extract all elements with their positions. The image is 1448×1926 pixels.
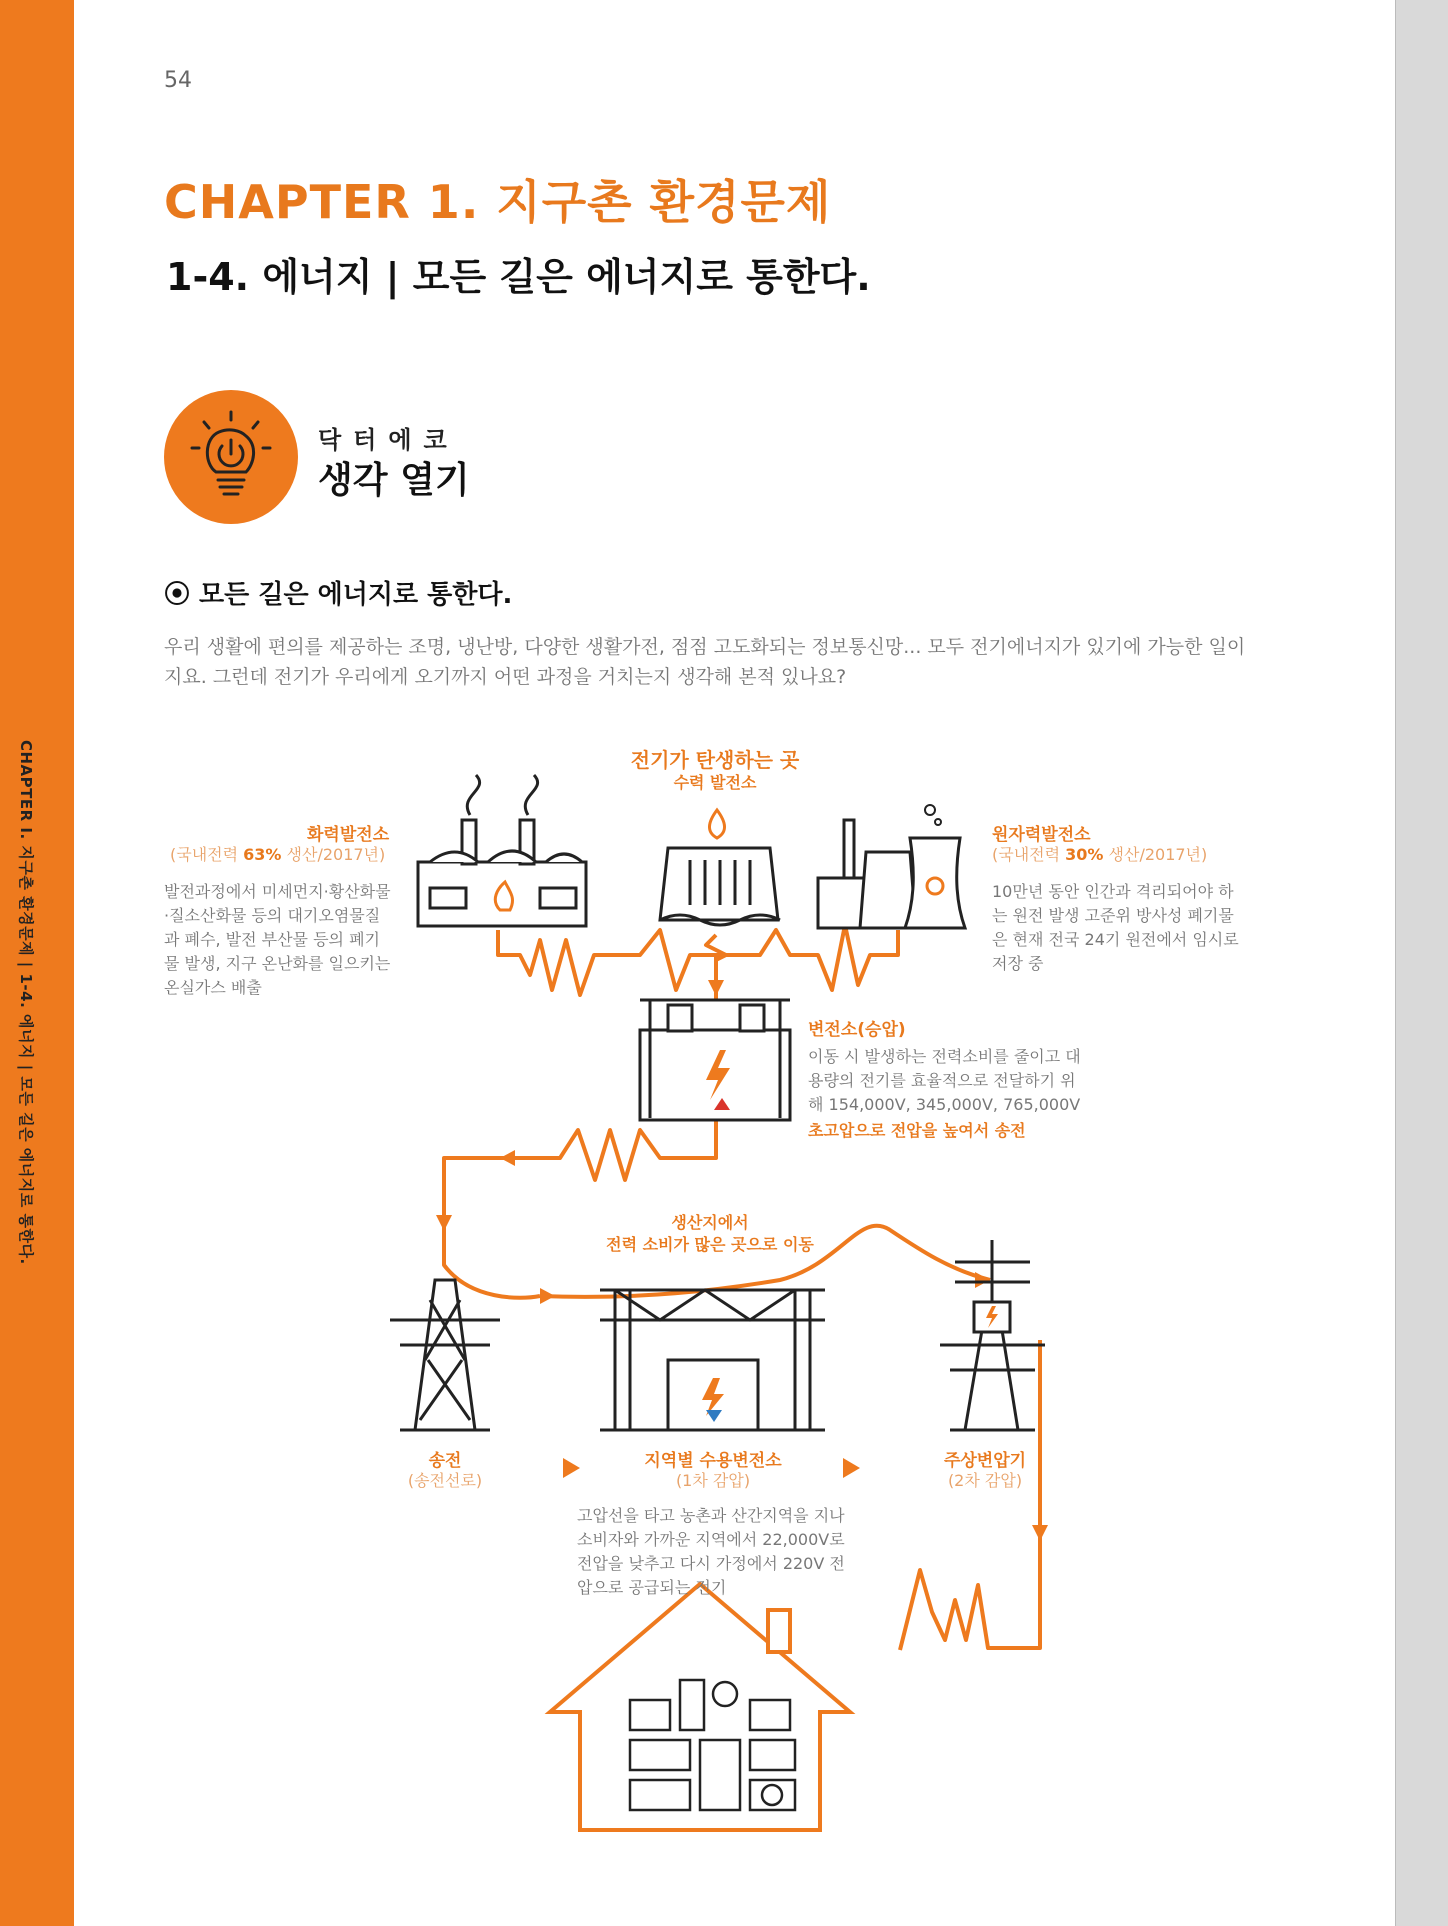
move-label-line1: 생산지에서 (671, 1213, 749, 1232)
nuclear-plant-icon (818, 820, 965, 928)
final-description: 고압선을 타고 농촌과 산간지역을 지나 소비자와 가까운 지역에서 22,000V로 전압을 낮추고 다시 가정에서 220V 전압으로 공급되는 전기 (577, 1506, 845, 1597)
sidebar-text: CHAPTER I. 지구촌 환경문제 | 1-4. 에너지 | 모든 길은 에너지로 통한다. (17, 740, 35, 1265)
transmission-subtitle: (송전선로) (407, 1471, 483, 1490)
pole-title: 주상변압기 (943, 1451, 1027, 1471)
chapter-title: CHAPTER 1. 지구촌 환경문제 (164, 175, 832, 229)
badge-title: 생각 열기 (318, 460, 470, 501)
thermal-description: 발전과정에서 미세먼지·황산화물·질소산화물 등의 대기오염물질과 폐수, 발전 부산물 등의 폐기물 발생, 지구 온난화를 일으키는 온실가스 배출 (164, 882, 391, 997)
regional-substation-icon (600, 1290, 825, 1430)
origin-subtitle: 수력 발전소 (673, 773, 757, 792)
pole-subtitle: (2차 감압) (947, 1471, 1023, 1490)
page-subtitle: 1-4. 에너지 | 모든 길은 에너지로 통한다. (166, 255, 871, 299)
section-heading: ⦿ 모든 길은 에너지로 통한다. (164, 580, 513, 610)
origin-title: 전기가 탄생하는 곳 (630, 748, 800, 772)
thermal-title: 화력발전소 (307, 825, 390, 845)
substation-highlight: 초고압으로 전압을 높여서 송전 (808, 1121, 1026, 1140)
substation-description: 이동 시 발생하는 전력소비를 줄이고 대용량의 전기를 효율적으로 전달하기 위해 154,000V, 345,000V, 765,000V (808, 1047, 1081, 1114)
thermal-share: (국내전력 63% 생산/2017년) (170, 845, 386, 864)
badge-small-label: 닥터에코 (318, 426, 459, 454)
nuclear-share: (국내전력 30% 생산/2017년) (992, 845, 1208, 864)
move-label-line2: 전력 소비가 많은 곳으로 이동 (606, 1235, 814, 1254)
transmission-title: 송전 (428, 1451, 462, 1471)
nuclear-title: 원자력발전소 (992, 825, 1091, 845)
intro-paragraph: 우리 생활에 편의를 제공하는 조명, 냉난방, 다양한 생활가전, 점점 고도화되는 정보통신망... 모두 전기에너지가 있기에 가능한 일이지요. 그런데 전기가 우리에게 오기까지 어떤 과정을 거치는지 생각해 본적 있나요? (164, 636, 1246, 688)
hydro-dam-icon (660, 848, 780, 925)
regional-title: 지역별 수용변전소 (644, 1451, 782, 1471)
substation-title: 변전소(승압) (808, 1020, 906, 1040)
substation-icon (640, 1000, 790, 1120)
transmission-tower-icon (390, 1280, 500, 1430)
regional-subtitle: (1차 감압) (675, 1471, 751, 1490)
nuclear-description: 10만년 동안 인간과 격리되어야 하는 원전 발생 고준위 방사성 폐기물은 현재 전국 24기 원전에서 임시로 저장 중 (992, 882, 1239, 973)
page-number: 54 (164, 68, 192, 93)
